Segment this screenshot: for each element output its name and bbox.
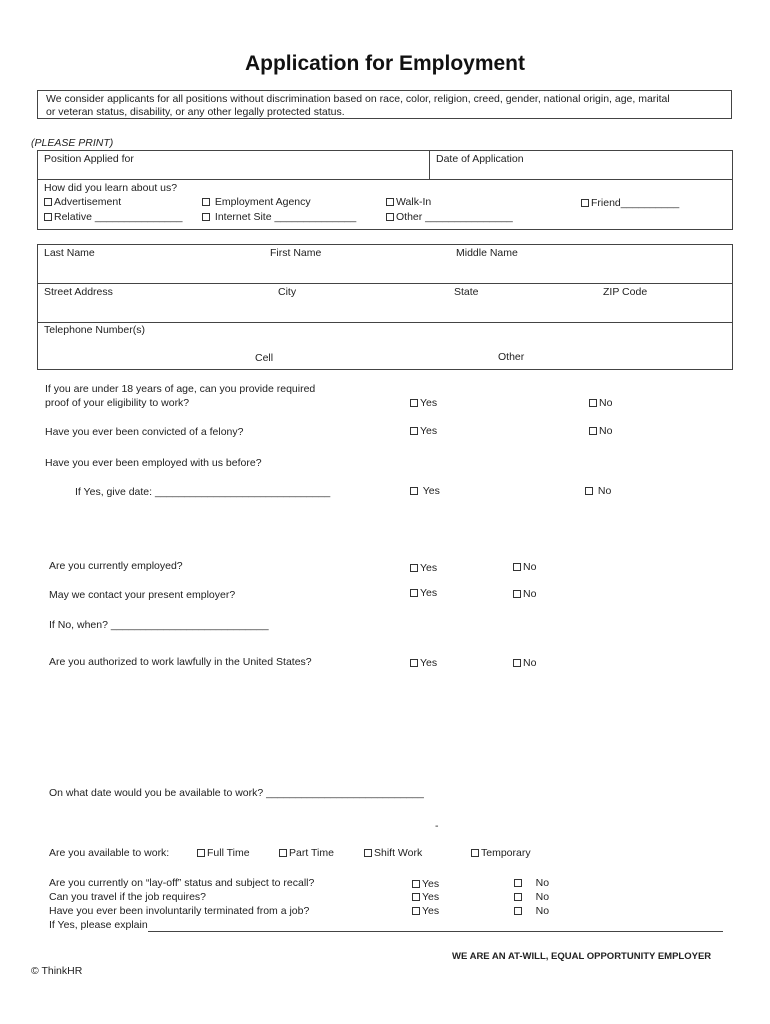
travel-question: Can you travel if the job requires? — [49, 891, 207, 903]
zip-code-label: ZIP Code — [603, 286, 648, 298]
position-applied-label: Position Applied for — [44, 153, 134, 165]
explain-label: If Yes, please explain — [49, 919, 148, 931]
under18-no-checkbox[interactable] — [589, 397, 612, 409]
equal-opportunity-statement: WE ARE AN AT-WILL, EQUAL OPPORTUNITY EMPLOYER — [452, 951, 712, 962]
currently-employed-no-checkbox[interactable] — [513, 561, 536, 573]
last-name-label: Last Name — [44, 247, 95, 259]
notice-line-2: or veteran status, disability, or any other legally protected status. — [46, 106, 345, 118]
temporary-checkbox[interactable] — [471, 847, 531, 859]
checkbox-icon[interactable] — [202, 198, 210, 206]
divider — [37, 179, 733, 180]
state-field[interactable] — [454, 301, 594, 319]
yes-label: Yes — [422, 878, 440, 890]
checkbox-icon[interactable] — [513, 590, 521, 598]
contact-employer-question: May we contact your present employer? — [49, 589, 236, 601]
under18-question-line2: proof of your eligibility to work? — [45, 397, 190, 409]
last-name-field[interactable] — [44, 262, 259, 280]
checkbox-icon[interactable] — [585, 487, 593, 495]
yes-label: Yes — [422, 891, 440, 903]
yes-label: Yes — [420, 562, 438, 574]
middle-name-field[interactable] — [456, 262, 726, 280]
employed-before-no-checkbox[interactable] — [585, 485, 611, 497]
felony-question: Have you ever been convicted of a felony? — [45, 426, 244, 438]
no-label: No — [535, 905, 550, 917]
checkbox-label: Shift Work — [374, 847, 423, 859]
checkbox-icon[interactable] — [513, 659, 521, 667]
checkbox-walk-in[interactable] — [386, 196, 431, 208]
checkbox-icon[interactable] — [386, 198, 394, 206]
travel-yes-checkbox[interactable] — [412, 891, 439, 903]
checkbox-icon[interactable] — [386, 213, 394, 221]
available-to-work-question: Are you available to work: — [49, 847, 170, 859]
currently-employed-question: Are you currently employed? — [49, 560, 183, 572]
authorized-question: Are you authorized to work lawfully in the United States? — [49, 656, 312, 668]
checkbox-friend[interactable] — [581, 197, 679, 209]
checkbox-icon[interactable] — [410, 399, 418, 407]
non-discrimination-notice — [37, 90, 732, 119]
checkbox-icon[interactable] — [471, 849, 479, 857]
zip-code-field[interactable] — [603, 301, 728, 319]
divider — [37, 322, 733, 323]
layoff-yes-checkbox[interactable] — [412, 878, 439, 890]
checkbox-label: Employment Agency — [214, 196, 311, 208]
checkbox-icon[interactable] — [412, 907, 420, 915]
layoff-question: Are you currently on “lay-off” status and subject to recall? — [49, 877, 315, 889]
under18-yes-checkbox[interactable] — [410, 397, 437, 409]
divider — [429, 150, 430, 179]
currently-employed-yes-checkbox[interactable] — [410, 562, 437, 574]
city-label: City — [278, 286, 297, 298]
contact-employer-no-checkbox[interactable] — [513, 588, 536, 600]
terminated-no-checkbox[interactable] — [514, 905, 549, 917]
no-label: No — [535, 891, 550, 903]
authorized-no-checkbox[interactable] — [513, 657, 536, 669]
checkbox-icon[interactable] — [589, 399, 597, 407]
yes-label: Yes — [422, 905, 440, 917]
full-time-checkbox[interactable] — [197, 847, 250, 859]
street-address-field[interactable] — [44, 301, 269, 319]
checkbox-advertisement[interactable] — [44, 196, 121, 208]
available-date-field[interactable]: On what date would you be available to work? ___________________________ — [49, 787, 424, 799]
divider — [37, 283, 733, 284]
under18-question-line1: If you are under 18 years of age, can you provide required — [45, 383, 316, 395]
checkbox-icon[interactable] — [513, 563, 521, 571]
yes-label: Yes — [420, 587, 438, 599]
part-time-checkbox[interactable] — [279, 847, 334, 859]
no-label: No — [599, 397, 613, 409]
no-label: No — [599, 425, 613, 437]
checkbox-label: Relative _______________ — [54, 211, 183, 223]
checkbox-label: Part Time — [289, 847, 334, 859]
please-print-label: (PLEASE PRINT) — [31, 137, 114, 149]
checkbox-icon[interactable] — [412, 893, 420, 901]
checkbox-label: Friend__________ — [591, 197, 680, 209]
no-label: No — [535, 877, 550, 889]
checkbox-icon[interactable] — [410, 427, 418, 435]
checkbox-employment-agency[interactable] — [202, 196, 311, 208]
middle-name-label: Middle Name — [456, 247, 518, 259]
date-of-application-field[interactable] — [535, 152, 730, 176]
no-label: No — [523, 588, 537, 600]
cell-label: Cell — [255, 352, 274, 364]
authorized-yes-checkbox[interactable] — [410, 657, 437, 669]
if-no-when-field[interactable]: If No, when? ___________________________ — [49, 619, 269, 631]
checkbox-icon[interactable] — [410, 659, 418, 667]
no-label: No — [523, 657, 537, 669]
other-phone-label: Other — [498, 351, 525, 363]
checkbox-icon[interactable] — [44, 213, 52, 221]
street-address-label: Street Address — [44, 286, 113, 298]
felony-yes-checkbox[interactable] — [410, 425, 437, 437]
first-name-label: First Name — [270, 247, 322, 259]
notice-line-1: We consider applicants for all positions without discrimination based on race, color, religion, creed, gender, national origin, age, marital — [46, 93, 670, 105]
give-date-field[interactable]: If Yes, give date: ______________________________ — [75, 486, 331, 498]
employed-before-question: Have you ever been employed with us before? — [45, 457, 262, 469]
terminated-yes-checkbox[interactable] — [412, 905, 439, 917]
date-of-application-label: Date of Application — [436, 153, 524, 165]
checkbox-icon[interactable] — [44, 198, 52, 206]
checkbox-icon[interactable] — [364, 849, 372, 857]
learn-question: How did you learn about us? — [44, 182, 178, 194]
checkbox-icon[interactable] — [410, 564, 418, 572]
checkbox-icon[interactable] — [202, 213, 210, 221]
dash-mark: - — [435, 820, 439, 832]
checkbox-icon[interactable] — [514, 907, 522, 915]
checkbox-label: Other _______________ — [396, 211, 513, 223]
checkbox-icon[interactable] — [410, 487, 418, 495]
checkbox-other[interactable] — [386, 211, 513, 223]
checkbox-internet-site[interactable] — [202, 211, 356, 223]
checkbox-label: Walk-In — [396, 196, 432, 208]
checkbox-icon[interactable] — [581, 199, 589, 207]
checkbox-icon[interactable] — [197, 849, 205, 857]
shift-work-checkbox[interactable] — [364, 847, 422, 859]
checkbox-relative[interactable] — [44, 211, 182, 223]
checkbox-label: Advertisement — [54, 196, 122, 208]
no-label: No — [523, 561, 537, 573]
checkbox-icon[interactable] — [514, 893, 522, 901]
checkbox-label: Internet Site ______________ — [214, 211, 357, 223]
position-applied-field[interactable] — [140, 152, 425, 176]
checkbox-icon[interactable] — [589, 427, 597, 435]
checkbox-label: Full Time — [207, 847, 250, 859]
no-label: No — [597, 485, 612, 497]
city-field[interactable] — [278, 301, 443, 319]
form-title: Application for Employment — [244, 52, 525, 75]
yes-label: Yes — [420, 397, 438, 409]
yes-label: Yes — [422, 485, 440, 497]
employed-before-yes-checkbox[interactable] — [410, 485, 440, 497]
cell-phone-field[interactable] — [44, 338, 294, 352]
layoff-no-checkbox[interactable] — [514, 877, 549, 889]
checkbox-label: Temporary — [481, 847, 531, 859]
terminated-question: Have you ever been involuntarily terminated from a job? — [49, 905, 310, 917]
copyright-notice: © ThinkHR — [31, 965, 83, 977]
checkbox-icon[interactable] — [279, 849, 287, 857]
yes-label: Yes — [420, 425, 438, 437]
other-phone-field[interactable] — [430, 338, 720, 352]
first-name-field[interactable] — [270, 262, 445, 280]
checkbox-icon[interactable] — [412, 880, 420, 888]
checkbox-icon[interactable] — [410, 589, 418, 597]
contact-employer-yes-checkbox[interactable] — [410, 587, 437, 599]
checkbox-icon[interactable] — [514, 879, 522, 887]
explain-field[interactable] — [148, 931, 723, 932]
yes-label: Yes — [420, 657, 438, 669]
telephone-label: Telephone Number(s) — [44, 324, 145, 336]
state-label: State — [454, 286, 479, 298]
felony-no-checkbox[interactable] — [589, 425, 612, 437]
travel-no-checkbox[interactable] — [514, 891, 549, 903]
